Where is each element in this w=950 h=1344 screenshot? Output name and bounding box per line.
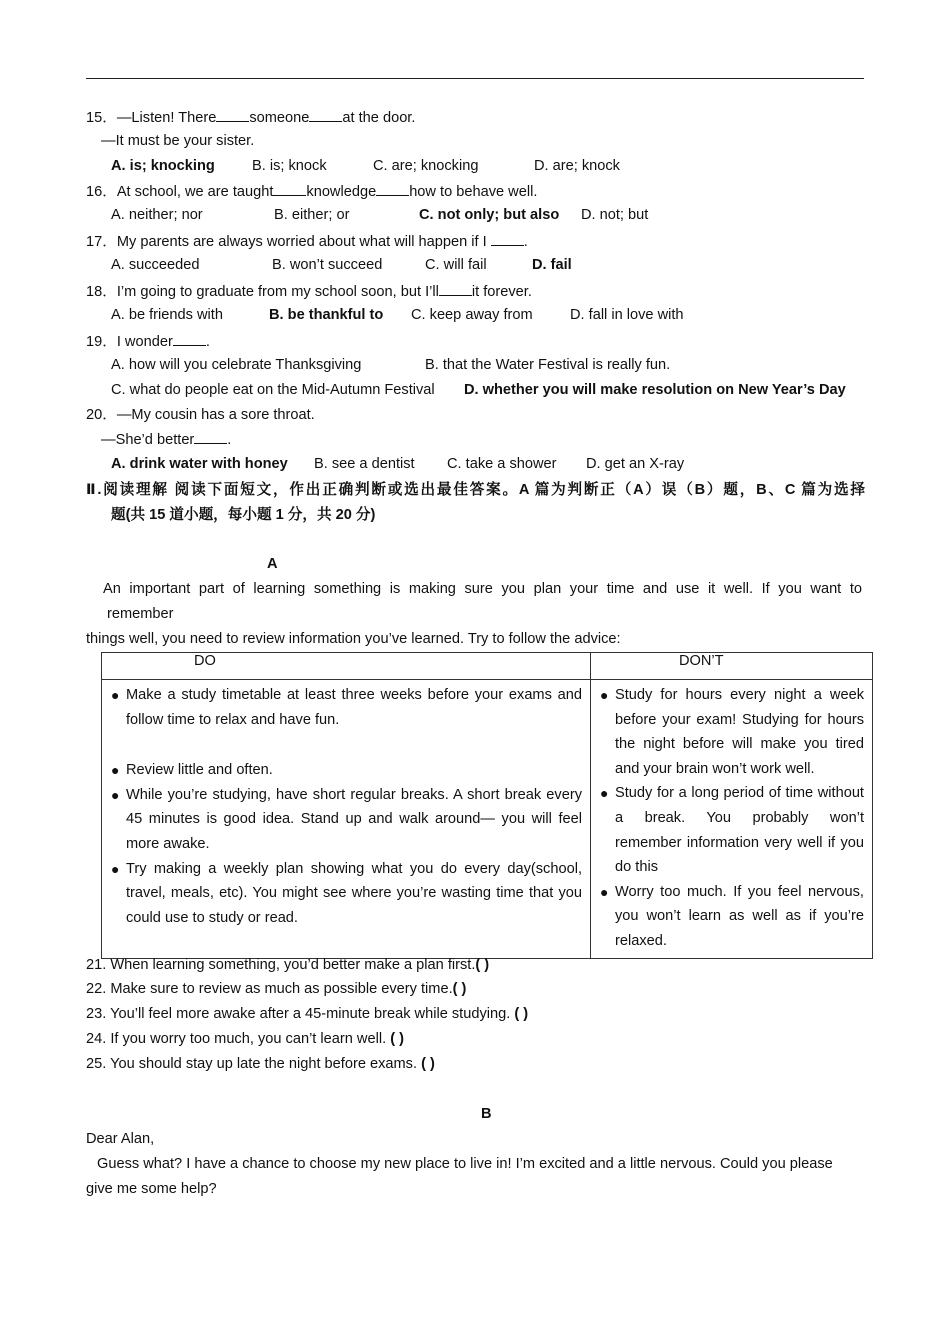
question-18	[86, 281, 532, 302]
dont-item-text: Study for hours every night a week before your exam! Studying for hours the night before will make you tired and your brain won’t work well.	[615, 687, 864, 777]
q20-reply-end: .	[227, 432, 232, 448]
blank	[439, 281, 472, 296]
dont-header: DON’T	[591, 653, 873, 680]
question-19	[86, 331, 210, 352]
answer-paren: ( )	[514, 1006, 529, 1022]
section-2-instructions-2: 题(共 15 道小题，每小题 1 分，共 20 分)	[111, 507, 376, 523]
do-item-text: While you’re studying, have short regular breaks. A short break every 45 minutes is good idea. Stand up and walk around— you will feel more awake.	[126, 786, 582, 852]
dont-item-text: Worry too much. If you feel nervous, you won’t learn as well as if you’re relaxed.	[615, 883, 864, 949]
tf-text: 25. You should stay up late the night before exams.	[86, 1056, 422, 1072]
q18-option-d: D. fall in love with	[570, 307, 684, 323]
section-2-instructions: Ⅱ.阅读理解 阅读下面短文，作出正确判断或选出最佳答案。A 篇为判断正（A）误（B）题，B、C 篇为选择	[86, 482, 865, 498]
q16-stem: 16．At school, we are taught	[86, 184, 274, 200]
q19-option-a: A. how will you celebrate Thanksgiving	[111, 357, 362, 373]
q15-stem-3: at the door.	[342, 110, 416, 126]
blank	[491, 231, 524, 246]
q19-option-d: D. whether you will make resolution on New Year’s Day	[464, 382, 846, 398]
passage-a-paragraph: An important part of learning something is making sure you plan your time and use it well. If you want to	[103, 581, 862, 597]
q15-stem: 15．—Listen! There	[86, 110, 217, 126]
q20-reply-text: —She’d better	[101, 432, 195, 448]
q16-option-b: B. either; or	[274, 207, 350, 223]
header-rule	[86, 78, 864, 79]
tf-question-25	[86, 1054, 435, 1074]
q17-option-a: A. succeeded	[111, 257, 200, 273]
question-16	[86, 181, 537, 202]
q15-option-c: C. are; knocking	[373, 158, 479, 174]
answer-paren: ( )	[452, 981, 467, 997]
do-item-text: Make a study timetable at least three weeks before your exams and follow time to relax and have fun.	[126, 687, 582, 728]
q16-option-a: A. neither; nor	[111, 207, 203, 223]
do-item	[111, 857, 582, 931]
question-20: 20．—My cousin has a sore throat.	[86, 407, 315, 423]
q17-stem-2: .	[523, 234, 528, 250]
q19-stem: 19．I wonder	[86, 334, 173, 350]
question-15	[86, 107, 415, 128]
do-column	[102, 680, 591, 959]
q20-option-a: A. drink water with honey	[111, 456, 288, 472]
do-item	[111, 683, 582, 732]
do-header: DO	[102, 653, 591, 680]
tf-text: 23. You’ll feel more awake after a 45-minute break while studying.	[86, 1006, 515, 1022]
q17-option-c: C. will fail	[425, 257, 487, 273]
bullet-icon: ●	[600, 883, 609, 900]
q15-option-d: D. are; knock	[534, 158, 620, 174]
tf-question-22	[86, 979, 466, 999]
q16-stem-2: knowledge	[306, 184, 377, 200]
q17-option-d: D. fail	[532, 257, 572, 273]
dont-item	[600, 683, 864, 781]
blank	[376, 181, 409, 196]
blank	[309, 107, 342, 122]
answer-paren: ( )	[475, 957, 490, 973]
answer-paren: ( )	[390, 1031, 404, 1047]
passage-a-heading: A	[267, 556, 278, 572]
letter-body-2: give me some help?	[86, 1181, 217, 1197]
q18-stem: 18．I’m going to graduate from my school soon, but I’ll	[86, 284, 439, 300]
q19-option-c: C. what do people eat on the Mid-Autumn Festival	[111, 382, 435, 398]
dont-column	[591, 680, 873, 959]
blank	[273, 181, 306, 196]
q18-stem-2: it forever.	[471, 284, 532, 300]
blank	[173, 331, 206, 346]
q20-reply	[101, 429, 231, 450]
bullet-icon: ●	[111, 860, 120, 877]
bullet-icon: ●	[600, 785, 609, 802]
dont-item-text: Study for a long period of time without a break. You probably won’t remember information very well if you do this	[615, 785, 864, 876]
tf-question-24	[86, 1029, 404, 1049]
q20-option-d: D. get an X-ray	[586, 456, 685, 472]
dont-item	[600, 781, 864, 879]
bullet-icon: ●	[111, 687, 120, 703]
tf-text: 24. If you worry too much, you can’t learn well.	[86, 1031, 391, 1047]
bullet-icon: ●	[600, 687, 609, 703]
q16-option-c: C. not only; but also	[419, 207, 560, 223]
spacer	[111, 732, 582, 758]
advice-table	[101, 652, 873, 959]
q15-reply: —It must be your sister.	[101, 133, 255, 149]
q17-option-b: B. won’t succeed	[272, 257, 383, 273]
q16-stem-3: how to behave well.	[409, 184, 538, 200]
letter-body: Guess what? I have a chance to choose my new place to live in! I’m excited and a little nervous. Could you please	[97, 1156, 833, 1172]
q18-option-c: C. keep away from	[411, 307, 533, 323]
q16-option-d: D. not; but	[581, 207, 649, 223]
tf-question-23	[86, 1004, 528, 1024]
q15-option-a: A. is; knocking	[111, 158, 215, 174]
tf-text: 21. When learning something, you’d better make a plan first.	[86, 957, 476, 973]
q17-stem: 17．My parents are always worried about what will happen if I	[86, 234, 491, 250]
blank	[194, 429, 227, 444]
q18-option-b: B. be thankful to	[269, 307, 384, 323]
bullet-icon: ●	[111, 786, 120, 803]
letter-greeting: Dear Alan,	[86, 1131, 155, 1147]
passage-a-paragraph-3: things well, you need to review information you’ve learned. Try to follow the advice:	[86, 631, 621, 647]
q19-stem-2: .	[205, 334, 210, 350]
passage-a-paragraph-2: remember	[107, 606, 174, 622]
q15-option-b: B. is; knock	[252, 158, 327, 174]
blank	[216, 107, 249, 122]
q20-option-b: B. see a dentist	[314, 456, 415, 472]
answer-paren: ( )	[421, 1056, 435, 1072]
do-item	[111, 758, 582, 783]
q20-option-c: C. take a shower	[447, 456, 557, 472]
do-item-text: Try making a weekly plan showing what you do every day(school, travel, meals, etc). You might see where you’re wasting time that you could use to study or read.	[126, 860, 582, 926]
tf-question-21	[86, 955, 489, 975]
dont-item	[600, 880, 864, 954]
q18-option-a: A. be friends with	[111, 307, 223, 323]
q15-stem-2: someone	[249, 110, 310, 126]
bullet-icon: ●	[111, 762, 120, 779]
question-17	[86, 231, 528, 252]
do-item	[111, 783, 582, 857]
q19-option-b: B. that the Water Festival is really fun.	[425, 357, 671, 373]
tf-text: 22. Make sure to review as much as possible every time.	[86, 981, 453, 997]
passage-b-heading: B	[481, 1106, 492, 1122]
do-item-text: Review little and often.	[126, 762, 273, 779]
